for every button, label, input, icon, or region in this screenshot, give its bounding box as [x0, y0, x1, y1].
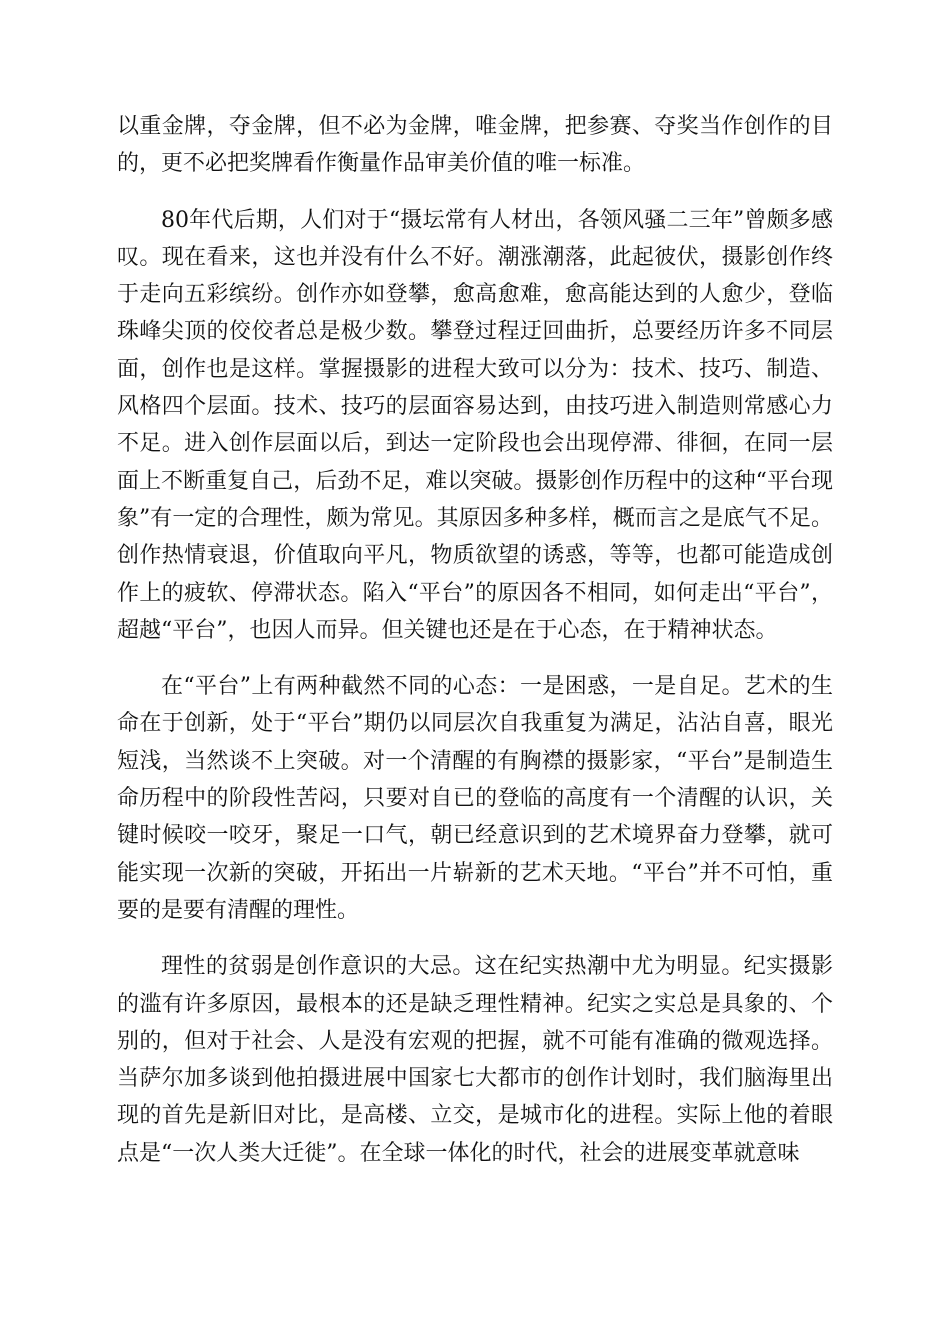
paragraph-2: 80年代后期，人们对于“摄坛常有人材出，各领风骚二三年”曾颇多感叹。现在看来，这也并没有什么不好。潮涨潮落，此起彼伏，摄影创作终于走向五彩缤纷。创作亦如登攀，愈高愈难，愈高能达到的人愈少，登临珠峰尖顶的佼佼者总是极少数。攀登过程迂回曲折，总要经历许多不同层面，创作也是这样。掌握摄影的进程大致可以分为：技术、技巧、制造、风格四个层面。技术、技巧的层面容易达到，由技巧进入制造则常感心力不足。进入创作层面以后，到达一定阶段也会出现停滞、徘徊，在同一层面上不断重复自己，后劲不足，难以突破。摄影创作历程中的这种“平台现象”有一定的合理性，颇为常见。其原因多种多样，概而言之是底气不足。创作热情衰退，价值取向平凡，物质欲望的诱惑，等等，也都可能造成创作上的疲软、停滞状态。陷入“平台”的原因各不相同，如何走出“平台”，超越“平台”，也因人而异。但关键也还是在于心态，在于精神状态。 [117, 207, 833, 643]
paragraph-1: 以重金牌，夺金牌，但不必为金牌，唯金牌，把参赛、夺奖当作创作的目的，更不必把奖牌看作衡量作品审美价值的唯一标准。 [117, 114, 833, 177]
paragraph-4: 理性的贫弱是创作意识的大忌。这在纪实热潮中尤为明显。纪实摄影的滥有许多原因，最根本的还是缺乏理性精神。纪实之实总是具象的、个别的，但对于社会、人是没有宏观的把握，就不可能有准确的微观选择。当萨尔加多谈到他拍摄进展中国家七大都市的创作计划时，我们脑海里出现的首先是新旧对比，是高楼、立交，是城市化的进程。实际上他的着眼点是“一次人类大迁徙”。在全球一体化的时代，社会的进展变革就意味 [117, 954, 833, 1166]
paragraph-3: 在“平台”上有两种截然不同的心态：一是困惑，一是自足。艺术的生命在于创新，处于“平台”期仍以同层次自我重复为满足，沾沾自喜，眼光短浅，当然谈不上突破。对一个清醒的有胸襟的摄影家，“平台”是制造生命历程中的阶段性苦闷，只要对自已的登临的高度有一个清醒的认识，关键时候咬一咬牙，聚足一口气，朝已经意识到的艺术境界奋力登攀，就可能实现一次新的突破，开拓出一片崭新的艺术天地。“平台”并不可怕，重要的是要有清醒的理性。 [117, 674, 833, 923]
document-body [117, 108, 833, 1191]
